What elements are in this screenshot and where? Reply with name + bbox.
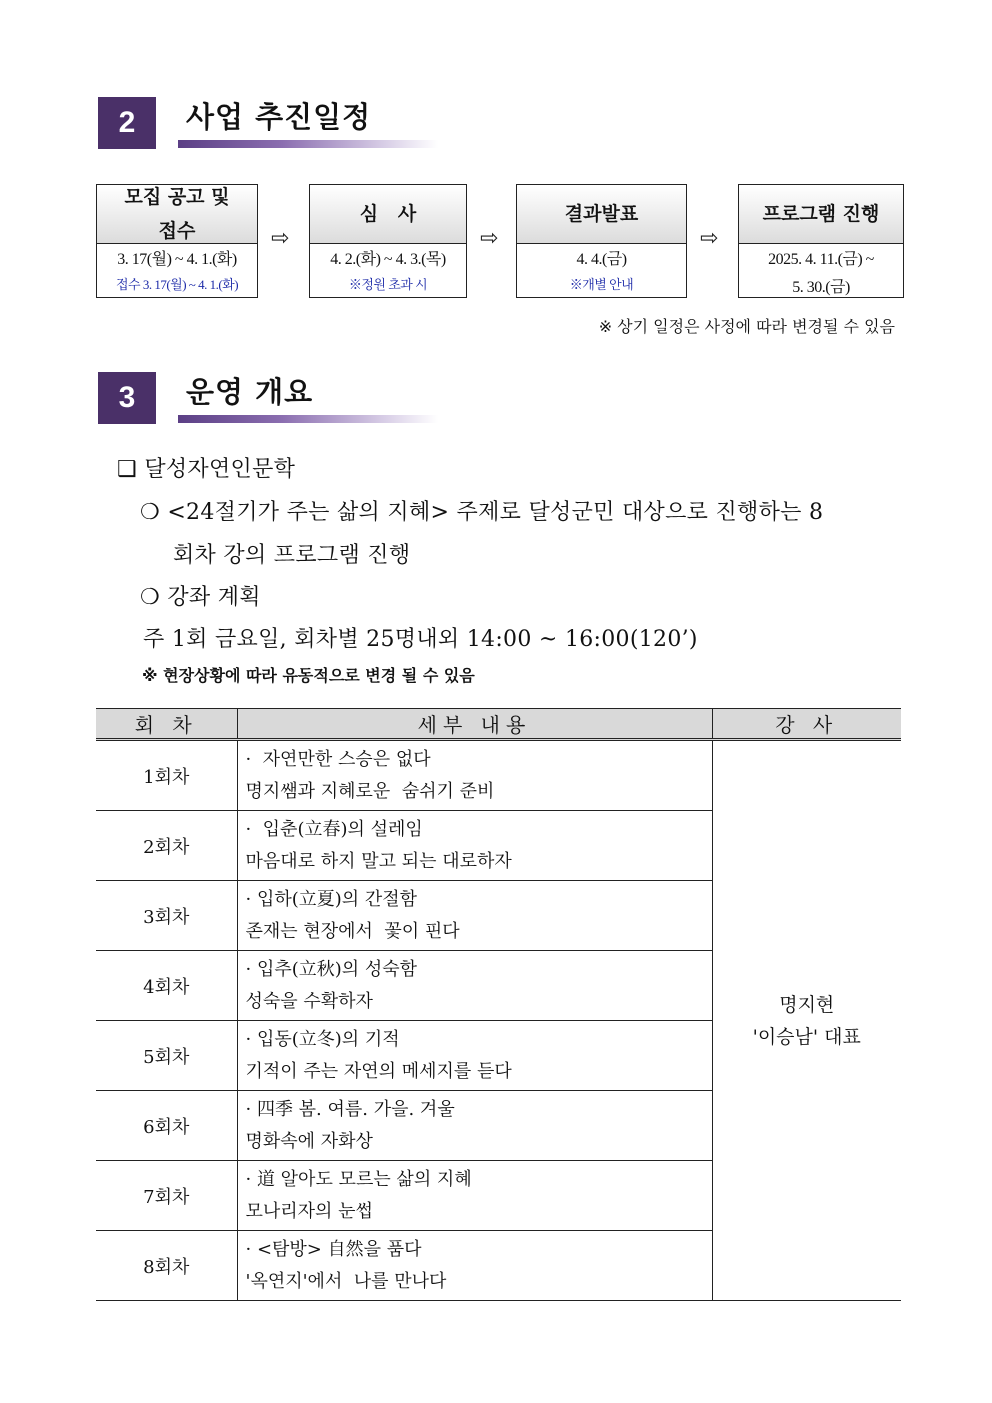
schedule-note: ※ 상기 일정은 사정에 따라 변경될 수 있음 [598, 317, 895, 336]
session-number: 4회차 [96, 951, 237, 1021]
step-title: 프로그램 진행 [739, 185, 903, 244]
overview-bullet-2: ❍ 강좌 계획 [140, 585, 261, 610]
section-title: 운영 개요 [186, 375, 314, 409]
session-number: 8회차 [96, 1231, 237, 1301]
overview-heading: ❑ 달성자연인문학 [117, 457, 296, 482]
overview-bullet-1-cont: 회차 강의 프로그램 진행 [173, 543, 411, 568]
session-number: 5회차 [96, 1021, 237, 1091]
step-title: 심 사 [310, 185, 466, 244]
session-subtitle: 모나리자의 눈썹 [245, 1200, 373, 1222]
step-date: 2025. 4. 11.(금) ~ [768, 251, 874, 268]
step-note: ※정원 초과 시 [348, 277, 428, 292]
session-topic: · 입춘(立春)의 설레임 [245, 818, 423, 840]
session-number: 7회차 [96, 1161, 237, 1231]
step-note: ※개별 안내 [569, 277, 634, 292]
change-warning: ※ 현장상황에 따라 유동적으로 변경 될 수 있음 [142, 666, 475, 685]
course-plan: 주 1회 금요일, 회차별 25명내외 14:00 ~ 16:00(120’) [143, 627, 698, 652]
session-subtitle: 명지쌤과 지혜로운 숨쉬기 준비 [245, 780, 495, 802]
session-detail [237, 951, 712, 1021]
arrow-right-icon: ⇨ [271, 226, 290, 251]
session-detail [237, 1091, 712, 1161]
schedule-step-recruit [96, 184, 258, 298]
header-lecturer: 강 사 [712, 709, 901, 740]
session-subtitle: 기적이 주는 자연의 메세지를 듣다 [245, 1060, 512, 1082]
session-detail [237, 1231, 712, 1301]
title-underline [178, 140, 438, 148]
session-number: 3회차 [96, 881, 237, 951]
step-date: 3. 17(월) ~ 4. 1.(화) [117, 251, 237, 268]
session-detail [237, 1161, 712, 1231]
overview-bullet-1: ❍ <24절기가 주는 삶의 지혜> 주제로 달성군민 대상으로 진행하는 8 [140, 500, 824, 525]
section-title: 사업 추진일정 [186, 100, 372, 134]
step-date: 4. 4.(금) [576, 251, 627, 268]
session-topic: · 四季 봄. 여름. 가을. 겨울 [245, 1098, 455, 1120]
session-subtitle: '옥연지'에서 나를 만나다 [245, 1270, 447, 1292]
session-number: 2회차 [96, 811, 237, 881]
section-number: 2 [98, 97, 156, 149]
step-date: 4. 2.(화) ~ 4. 3.(목) [330, 251, 446, 268]
table-row [96, 740, 901, 811]
session-topic: · 입하(立夏)의 간절함 [245, 888, 418, 910]
session-table [96, 708, 901, 1301]
session-detail [237, 811, 712, 881]
session-detail [237, 881, 712, 951]
arrow-right-icon: ⇨ [700, 226, 719, 251]
session-number: 1회차 [96, 740, 237, 811]
session-topic: · 입추(立秋)의 성숙함 [245, 958, 418, 980]
lecturer-title: '이승남' 대표 [752, 1025, 861, 1048]
session-topic: · 입동(立冬)의 기적 [245, 1028, 400, 1050]
schedule-step-result [516, 184, 687, 298]
schedule-step-program [738, 184, 904, 298]
schedule-step-review [309, 184, 467, 298]
section-number: 3 [98, 372, 156, 424]
session-topic: · 자연만한 스승은 없다 [245, 748, 431, 770]
step-title: 모집 공고 및 접수 [97, 185, 257, 244]
session-subtitle: 존재는 현장에서 꽃이 핀다 [245, 920, 460, 942]
session-subtitle: 명화속에 자화상 [245, 1130, 373, 1152]
session-subtitle: 마음대로 하지 말고 되는 대로하자 [245, 850, 512, 872]
title-underline [178, 415, 438, 423]
session-detail [237, 1021, 712, 1091]
session-number: 6회차 [96, 1091, 237, 1161]
step-note: 접수 3. 17(월) ~ 4. 1.(화) [115, 277, 239, 292]
step-title: 결과발표 [517, 185, 686, 244]
header-session: 회 차 [96, 709, 237, 740]
arrow-right-icon: ⇨ [480, 226, 499, 251]
step-date-end: 5. 30.(금) [792, 279, 850, 296]
session-topic: · 道 알아도 모르는 삶의 지혜 [245, 1168, 472, 1190]
session-topic: · <탐방> 自然을 품다 [245, 1238, 422, 1260]
lecturer-name: 명지현 [779, 993, 835, 1016]
session-subtitle: 성숙을 수확하자 [245, 990, 373, 1012]
table-header-row [96, 709, 901, 740]
session-detail [237, 740, 712, 811]
header-detail: 세부 내용 [237, 709, 712, 740]
lecturer-cell [712, 740, 901, 1301]
